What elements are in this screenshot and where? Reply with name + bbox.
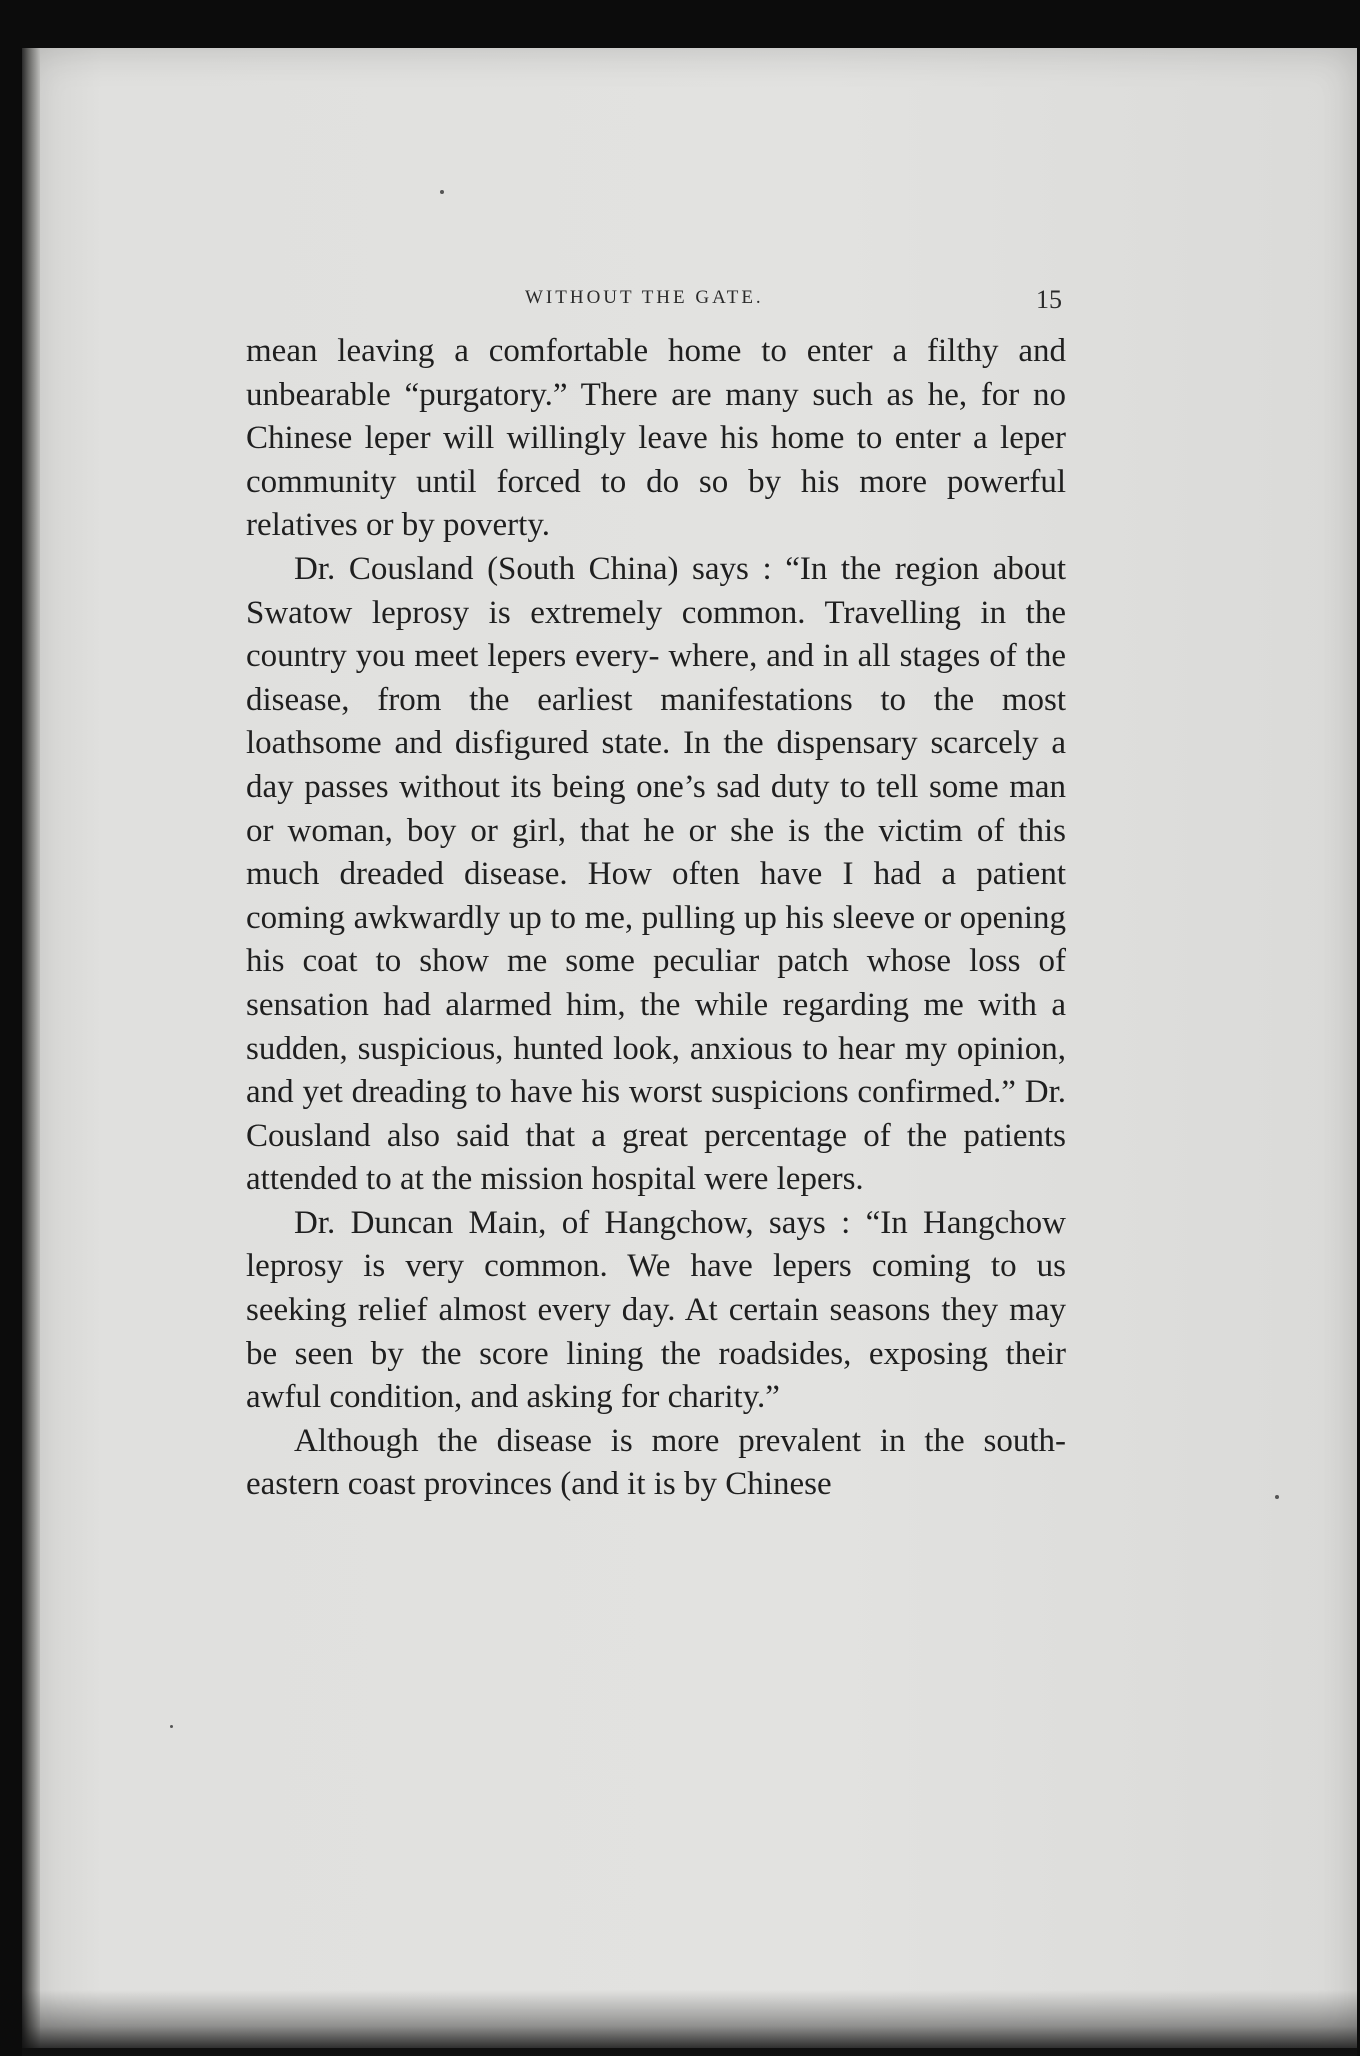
text-line: that a great percentage of the patients attended to xyxy=(246,1117,1067,1198)
text-line: mean leaving a comfortable home to enter a filthy xyxy=(246,333,999,369)
paper-speck xyxy=(440,190,444,194)
text-line: Dr. Duncan Main, of Hangchow, says : “In xyxy=(294,1204,908,1241)
book-spine-shadow xyxy=(22,48,40,2048)
paragraph-2 xyxy=(246,548,1066,1202)
text-line: south-eastern coast provinces (and it is by Chinese xyxy=(246,1422,1066,1503)
page-bottom-shadow xyxy=(22,1990,1357,2056)
text-line: me some peculiar patch whose loss of sensation xyxy=(246,943,1066,1023)
text-line: at the mission hospital were lepers. xyxy=(399,1161,864,1198)
text-line: victim of this much dreaded disease. How often xyxy=(246,812,1067,893)
page-number: 15 xyxy=(1036,285,1062,314)
text-line: where, and in all stages of the disease, from the xyxy=(246,638,1066,718)
paragraph-3 xyxy=(246,1202,1066,1420)
text-line: suspicions confirmed.” Dr. Cousland also said xyxy=(246,1074,1066,1154)
text-line: such as he, for no Chinese leper will willingly leave xyxy=(246,376,1067,457)
text-line: Dr. Cousland (South China) says : “In the xyxy=(294,550,882,587)
text-line: sudden, suspicious, hunted look, anxious to hear xyxy=(246,1030,895,1067)
text-line: and unbearable “purgatory.” There are many xyxy=(246,333,1066,413)
running-title: WITHOUT THE GATE. xyxy=(525,287,764,308)
text-line: his home to enter a leper community until forced xyxy=(246,420,1066,500)
text-line: lepers coming to us seeking relief almost every day. xyxy=(246,1248,1066,1329)
paper-speck xyxy=(170,1725,173,1728)
text-line: Although the disease is more prevalent in the xyxy=(294,1422,965,1459)
running-head xyxy=(250,285,1070,325)
text-line: earliest manifestations to the most loathsome and xyxy=(246,681,1067,762)
text-line: lining the roadsides, exposing their awful condition, xyxy=(246,1335,1067,1416)
text-line: pulling up his sleeve or opening his coat to show xyxy=(246,899,1066,980)
text-line: passes without its being one’s sad duty to tell some xyxy=(304,768,999,805)
text-line: Travelling in the country you meet lepers every- xyxy=(246,594,1066,675)
text-line: my opinion, and yet dreading to have his worst xyxy=(246,1030,1067,1111)
paper-speck xyxy=(1275,1495,1279,1499)
paragraph-1 xyxy=(246,330,1066,548)
text-line: At certain seasons they may be seen by the score xyxy=(246,1292,1066,1372)
paragraph-4 xyxy=(246,1420,1066,1507)
text-line: man or woman, boy or girl, that he or she is the xyxy=(246,768,1067,849)
text-line: to do so by his more powerful relatives or by xyxy=(246,463,1067,544)
text-line: poverty. xyxy=(443,507,550,544)
text-line: had alarmed him, the while regarding me with a xyxy=(383,986,1066,1023)
text-line: have I had a patient coming awkwardly up to me, xyxy=(246,856,1066,936)
text-line: region about Swatow leprosy is extremely common. xyxy=(246,550,1067,631)
text-line: disfigured state. In the dispensary scarcely a day xyxy=(246,725,1066,805)
text-line: Hangchow leprosy is very common. We have xyxy=(246,1204,1066,1285)
text-line: and asking for charity.” xyxy=(470,1379,780,1416)
body-text xyxy=(246,330,1066,1507)
